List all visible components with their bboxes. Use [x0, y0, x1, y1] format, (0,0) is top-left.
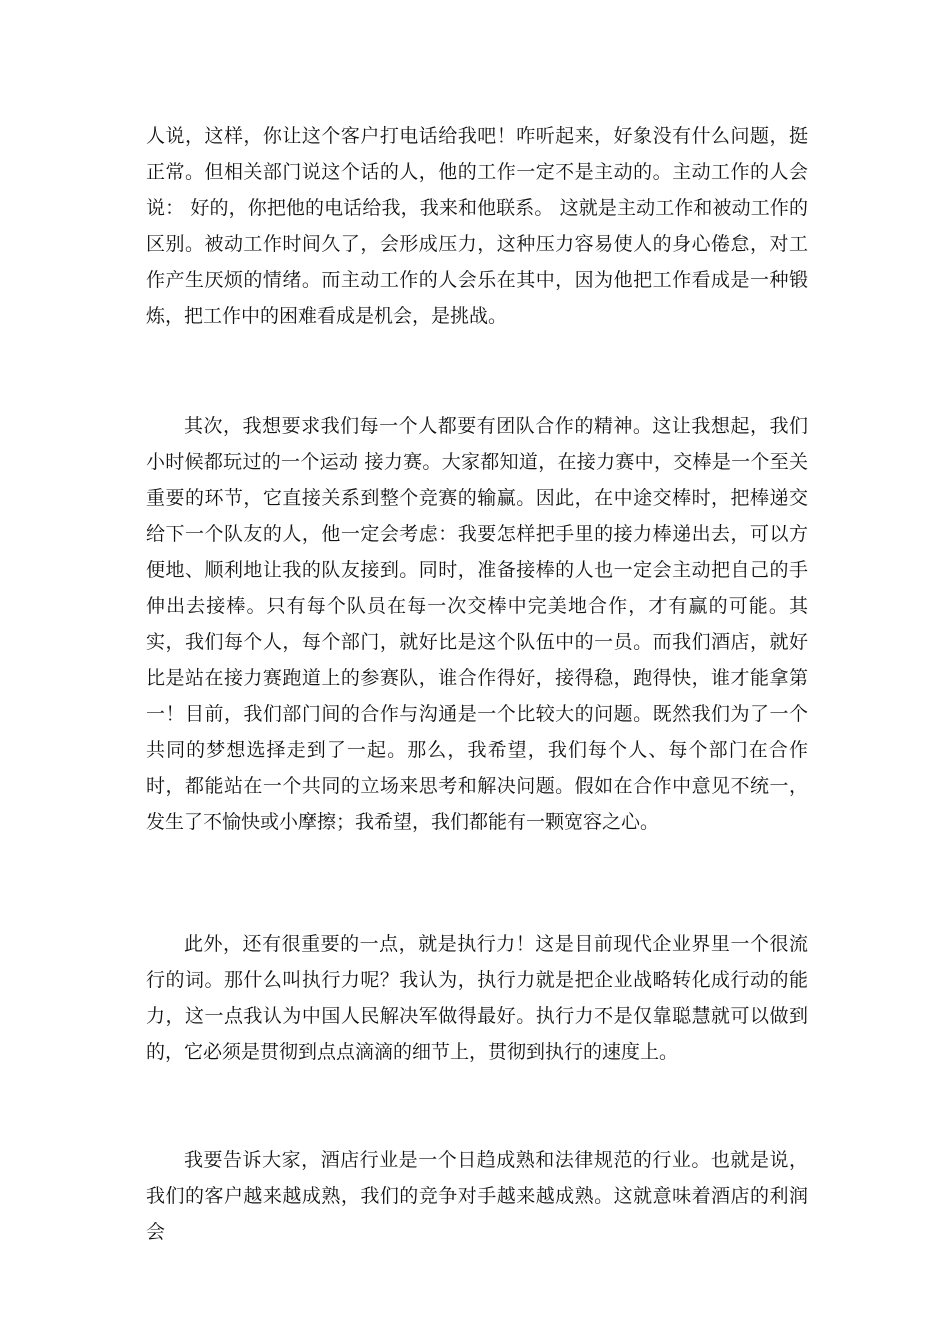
paragraph-execution: 此外，还有很重要的一点，就是执行力！这是目前现代企业界里一个很流行的词。那什么叫执行力呢？我认为，执行力就是把企业战略转化成行动的能力，这一点我认为中国人民解决军做得最好。执行力不是仅靠聪慧就可以做到的，它必须是贯彻到点点滴滴的细节上，贯彻到执行的速度上。: [146, 933, 808, 1063]
paragraph-teamwork: 其次，我想要求我们每一个人都要有团队合作的精神。这让我想起，我们小时候都玩过的一个运动 接力赛。大家都知道，在接力赛中，交棒是一个至关重要的环节，它直接关系到整个竞赛的输赢。因此，在中途交棒时，把棒递交给下一个队友的人，他一定会考虑：我要怎样把手里的接力棒递出去，可以方便地、顺利地让我的队友接到。同时，准备接棒的人也一定会主动把自己的手伸出去接棒。只有每个队员在每一次交棒中完美地合作，才有赢的可能。其实，我们每个人，每个部门，就好比是这个队伍中的一员。而我们酒店，就好比是站在接力赛跑道上的参赛队，谁合作得好，接得稳，跑得快，谁才能拿第一！目前，我们部门间的合作与沟通是一个比较大的问题。既然我们为了一个共同的梦想选择走到了一起。那么，我希望，我们每个人、每个部门在合作时，都能站在一个共同的立场来思考和解决问题。假如在合作中意见不统一，发生了不愉快或小摩擦；我希望，我们都能有一颗宽容之心。: [146, 415, 808, 833]
paragraph-proactive-work: 人说，这样，你让这个客户打电话给我吧！咋听起来，好象没有什么问题，挺正常。但相关部门说这个话的人，他的工作一定不是主动的。主动工作的人会说： 好的，你把他的电话给我，我来和他联系。 这就是主动工作和被动工作的区别。被动工作时间久了，会形成压力，这种压力容易使人的身心倦怠，对工作产生厌烦的情绪。而主动工作的人会乐在其中，因为他把工作看成是一种锻炼，把工作中的困难看成是机会，是挑战。: [146, 125, 808, 327]
paragraph-hotel-industry: 我要告诉大家，酒店行业是一个日趋成熟和法律规范的行业。也就是说，我们的客户越来越成熟，我们的竞争对手越来越成熟。这就意味着酒店的利润会: [146, 1149, 808, 1243]
